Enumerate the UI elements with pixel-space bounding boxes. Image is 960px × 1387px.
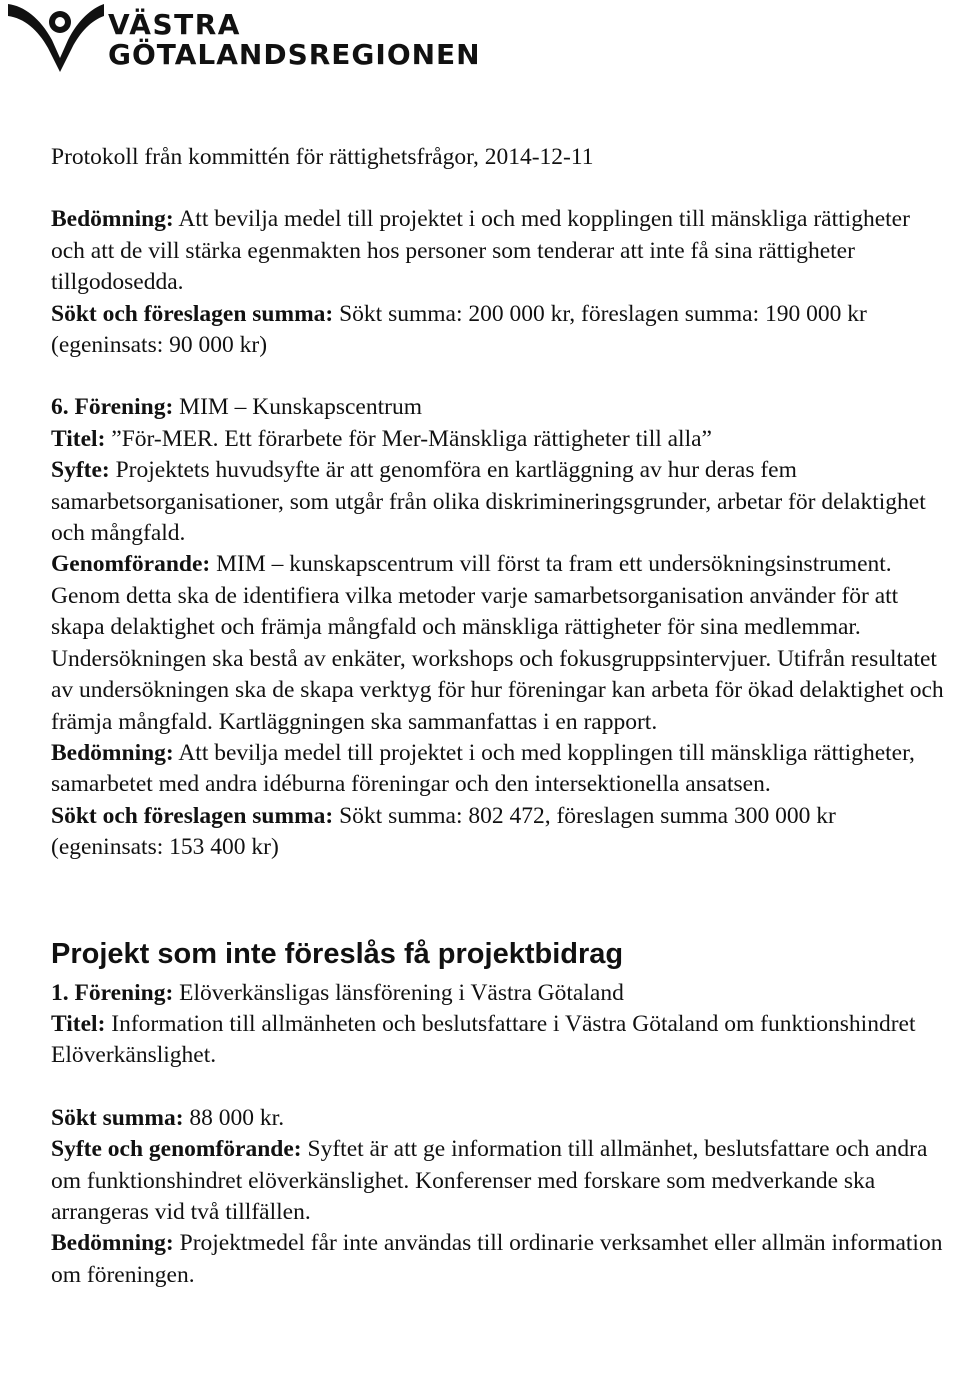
amount-paragraph xyxy=(51,299,946,362)
association-text: MIM – Kunskapscentrum xyxy=(173,394,422,421)
implementation-text: MIM – kunskapscentrum vill först ta fram ett undersökningsinstrument. Genom detta ska de identifiera vilka metoder varje samarbetsorganisation använder för att skapa delaktighet och främja mångfald och mänskliga rättigheter för sina medlemmar. Undersökningen ska bestå av enkäter, workshops och fokusgruppsintervjuer. Utifrån resultatet av undersökningen ska de skapa verktyg för hur föreningar kan arbeta för ökad delaktighet och främja mångfald. Kartläggningen ska sammanfattas i en rapport. xyxy=(51,551,944,735)
assessment-label: Bedömning: xyxy=(51,206,174,233)
title-paragraph xyxy=(51,424,946,455)
amount-text: Sökt summa: 802 472, föreslagen summa 300 000 kr (egeninsats: 153 400 kr) xyxy=(51,802,836,861)
title-paragraph xyxy=(51,1009,946,1072)
title-text: Information till allmänheten och beslutsfattare i Västra Götaland om funktionshindret Elöverkänslighet. xyxy=(51,1010,916,1069)
section-heading: Projekt som inte föreslås få projektbidrag xyxy=(51,937,624,970)
association-paragraph xyxy=(51,392,946,423)
purpose-text: Syftet är att ge information till allmänhet, beslutsfattare och andra om funktionshindret elöverkänslighet. Konferenser med forskare som medverkande ska arrangeras vid två tillfällen. xyxy=(51,1136,928,1225)
requested-amount-text: 88 000 kr. xyxy=(183,1104,285,1131)
purpose-text: Projektets huvudsyfte är att genomföra en kartläggning av hur deras fem samarbetsorganisationer, som utgår från olika diskrimineringsgrunder, arbetar för delaktighet och mångfald. xyxy=(51,457,926,547)
title-text: ”För-MER. Ett förarbete för Mer-Mänskliga rättigheter till alla” xyxy=(105,425,712,452)
assessment-text: Projektmedel får inte användas till ordinarie verksamhet eller allmän information om föreningen. xyxy=(51,1230,943,1288)
implementation-paragraph xyxy=(51,549,946,737)
association-paragraph xyxy=(51,978,946,1009)
amount-label: Sökt och föreslagen summa: xyxy=(51,802,334,829)
assessment-paragraph xyxy=(51,204,946,298)
assessment-text: Att bevilja medel till projektet i och med kopplingen till mänskliga rättigheter och att de vill stärka egenmakten hos personer som tenderar att inte få sina rättigheter tillgodosedda. xyxy=(51,206,910,296)
logo-text-line1: VÄSTRA xyxy=(108,8,241,41)
purpose-label: Syfte: xyxy=(51,457,110,484)
requested-amount-label: Sökt summa: xyxy=(51,1104,184,1131)
association-text: Elöverkänsligas länsförening i Västra Götaland xyxy=(173,979,624,1006)
amount-paragraph xyxy=(51,801,946,864)
assessment-paragraph xyxy=(51,1228,946,1291)
purpose-label: Syfte och genomförande: xyxy=(51,1136,302,1163)
amount-label: Sökt och föreslagen summa: xyxy=(51,300,334,327)
assessment-paragraph xyxy=(51,738,946,801)
assessment-label: Bedömning: xyxy=(51,1230,174,1257)
implementation-label: Genomförande: xyxy=(51,551,211,578)
assessment-label: Bedömning: xyxy=(51,739,174,766)
logo-text-line2: GÖTALANDSREGIONEN xyxy=(108,38,481,71)
title-label: Titel: xyxy=(51,425,106,452)
document-body xyxy=(51,142,946,1291)
association-label: 1. Förening: xyxy=(51,979,174,1006)
protocol-title: Protokoll från kommittén för rättighetsfrågor, 2014-12-11 xyxy=(51,144,594,170)
purpose-paragraph xyxy=(51,455,946,549)
purpose-paragraph xyxy=(51,1134,946,1228)
title-label: Titel: xyxy=(51,1010,106,1037)
amount-text: Sökt summa: 200 000 kr, föreslagen summa: 190 000 kr (egeninsats: 90 000 kr) xyxy=(51,300,867,359)
assessment-text: Att bevilja medel till projektet i och med kopplingen till mänskliga rättigheter, samarbetet med andra idéburna föreningar och den intersektionella ansatsen. xyxy=(51,739,915,798)
association-label: 6. Förening: xyxy=(51,394,174,421)
vgr-logo xyxy=(6,0,481,78)
vgr-logo-mark-icon xyxy=(6,0,106,72)
requested-amount-paragraph xyxy=(51,1103,946,1134)
